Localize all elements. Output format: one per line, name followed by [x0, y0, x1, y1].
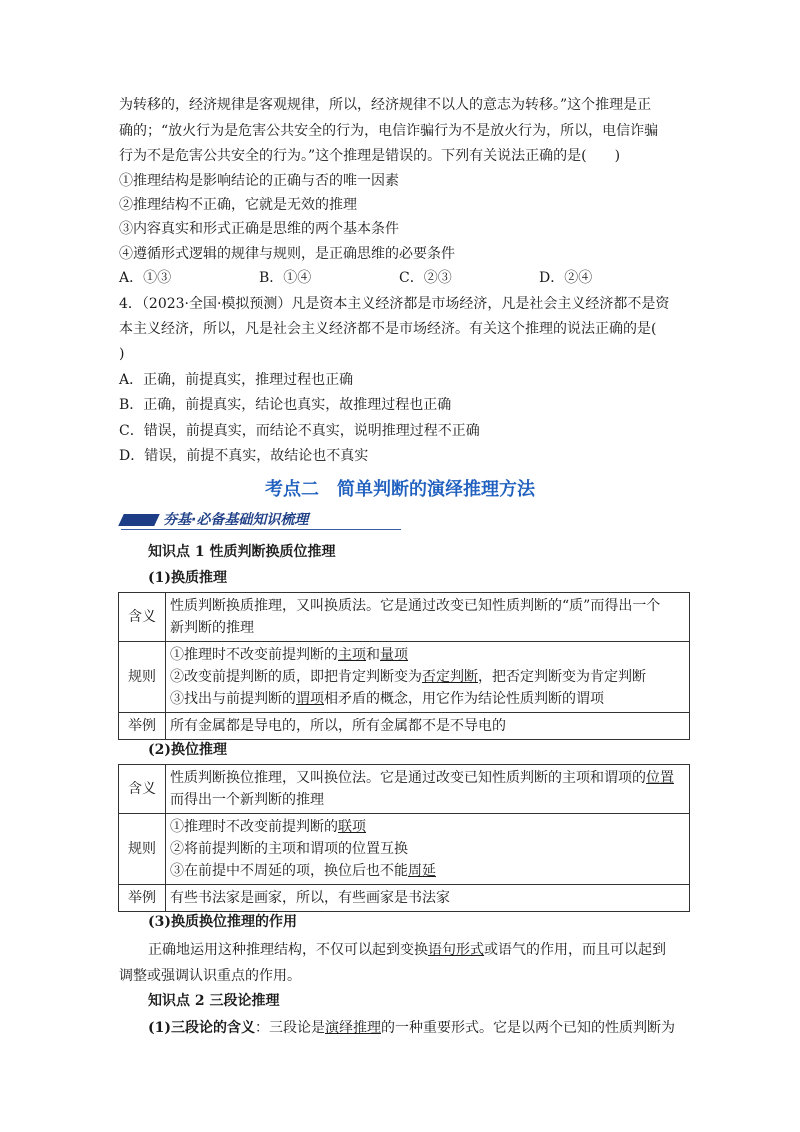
q3-line-1: 为转移的，经济规律是客观规律，所以，经济规律不以人的意志为转移。”这个推理是正 [119, 97, 652, 113]
banner-underline [121, 529, 401, 530]
row-label-example: 举例 [119, 885, 166, 912]
table-row [119, 642, 690, 713]
banner-bar-icon [118, 514, 160, 526]
subheading-transposition: (2)换位推理 [148, 742, 227, 758]
example-cell: 所有金属都是导电的，所以，所有金属都不是不导电的 [166, 713, 690, 740]
row-label-example: 举例 [119, 713, 166, 740]
meaning-cell: 性质判断换质推理，又叫换质法。它是通过改变已知性质判断的“质”而得出一个 新判断的推理 [166, 593, 690, 642]
section-title: 考点二 简单判断的演绎推理方法 [265, 479, 535, 500]
table-row [119, 765, 690, 814]
q4-line-2: 本主义经济，所以，凡是社会主义经济都不是市场经济。有关这个推理的说法正确的是( [119, 321, 657, 337]
q3-statement-1: ①推理结构是影响结论的正确与否的唯一因素 [119, 173, 399, 189]
q3-statement-2: ②推理结构不正确，它就是无效的推理 [119, 197, 357, 213]
rules-cell: ①推理时不改变前提判断的联项 ②将前提判断的主项和谓项的位置互换 ③在前提中不周延的项，换位后也不能周延 [166, 814, 690, 885]
row-label-rules: 规则 [119, 814, 166, 885]
q4-option-a: A．正确，前提真实，推理过程也正确 [119, 372, 354, 388]
row-label-meaning: 含义 [119, 593, 166, 642]
conversion-table [118, 592, 690, 740]
q3-line-3: 行为不是危害公共安全的行为。”这个推理是错误的。下列有关说法正确的是( ) [119, 148, 621, 164]
table-row [119, 814, 690, 885]
q3-statement-4: ④遵循形式逻辑的规律与规则，是正确思维的必要条件 [119, 246, 455, 262]
q3-statement-3: ③内容真实和形式正确是思维的两个基本条件 [119, 221, 399, 237]
banner-text: 夯基·必备基础知识梳理 [163, 512, 309, 528]
paragraph-line-1: 正确地运用这种推理结构，不仅可以起到变换语句形式或语气的作用，而且可以起到 [148, 942, 666, 958]
q3-option-b: B．①④ [259, 270, 312, 286]
syllogism-definition: (1)三段论的含义：三段论是演绎推理的一种重要形式。它是以两个已知的性质判断为 [148, 1020, 675, 1036]
knowledge-point-2-title: 知识点 2 三段论推理 [148, 993, 280, 1009]
q3-line-2: 确的；“放火行为是危害公共安全的行为，电信诈骗行为不是放火行为，所以，电信诈骗 [119, 123, 659, 139]
q4-option-b: B．正确，前提真实，结论也真实，故推理过程也正确 [119, 397, 452, 413]
table-row [119, 885, 690, 912]
table-row [119, 593, 690, 642]
paragraph-line-2: 调整或强调认识重点的作用。 [119, 968, 301, 984]
rules-cell: ①推理时不改变前提判断的主项和量项 ②改变前提判断的质，即把肯定判断变为否定判断，把否定判断变为肯定判断 ③找出与前提判断的谓项相矛盾的概念，用它作为结论性质判断的谓项 [166, 642, 690, 713]
q3-option-c: C．②③ [399, 270, 452, 286]
subheading-function: (3)换质换位推理的作用 [148, 914, 297, 930]
table-row [119, 713, 690, 740]
q4-option-c: C．错误，前提真实，而结论不真实，说明推理过程不正确 [119, 423, 480, 439]
meaning-cell: 性质判断换位推理，又叫换位法。它是通过改变已知性质判断的主项和谓项的位置 而得出一个新判断的推理 [166, 765, 690, 814]
example-cell: 有些书法家是画家，所以，有些画家是书法家 [166, 885, 690, 912]
row-label-rules: 规则 [119, 642, 166, 713]
row-label-meaning: 含义 [119, 765, 166, 814]
q4-option-d: D．错误，前提不真实，故结论也不真实 [119, 448, 369, 464]
section-banner [121, 510, 401, 530]
knowledge-point-1-title: 知识点 1 性质判断换质位推理 [148, 544, 336, 560]
transposition-table [118, 764, 690, 912]
q3-option-a: A．①③ [119, 270, 172, 286]
q4-line-1: 4．（2023·全国·模拟预测）凡是资本主义经济都是市场经济，凡是社会主义经济都不是资 [119, 296, 670, 312]
subheading-conversion: (1)换质推理 [148, 570, 227, 586]
q3-option-d: D．②④ [539, 270, 593, 286]
q4-line-3: ) [119, 346, 125, 362]
